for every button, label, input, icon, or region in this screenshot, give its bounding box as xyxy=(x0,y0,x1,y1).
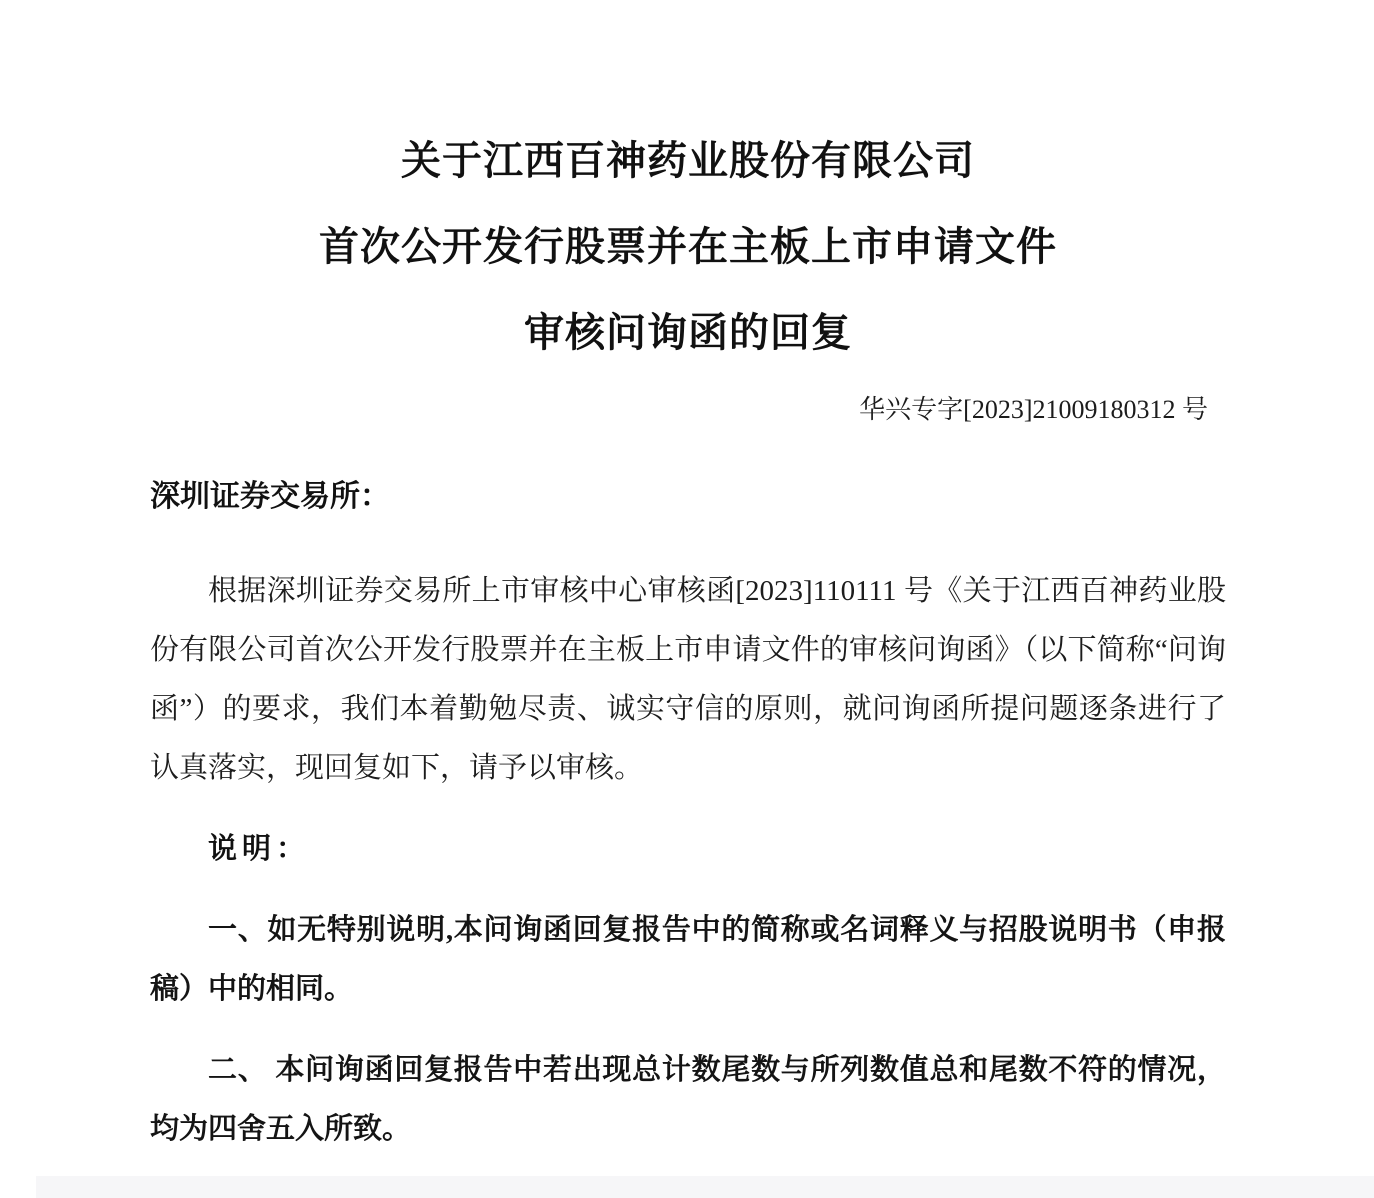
document-title-line-2: 首次公开发行股票并在主板上市申请文件 xyxy=(319,224,1057,269)
reference-number: 华兴专字[2023]21009180312 号 xyxy=(859,395,1208,424)
note-item-1: 一、如无特别说明,本问询函回复报告中的简称或名词释义与招股说明书（申报稿）中的相同。 xyxy=(150,914,1226,1005)
salutation: 深圳证券交易所： xyxy=(150,480,390,513)
intro-paragraph: 根据深圳证券交易所上市审核中心审核函[2023]110111 号《关于江西百神药业股份有限公司首次公开发行股票并在主板上市申请文件的审核问询函》（以下简称“问询函”）的要求，我们本着勤勉尽责、诚实守信的原则，就问询函所提问题逐条进行了认真落实，现回复如下，请予以审核。 xyxy=(150,575,1226,784)
footer-strip xyxy=(36,1176,1374,1198)
note-item-2: 二、 本问询函回复报告中若出现总计数尾数与所列数值总和尾数不符的情况，均为四舍五入所致。 xyxy=(150,1054,1226,1145)
notes-heading: 说明： xyxy=(208,833,311,865)
document-title-line-1: 关于江西百神药业股份有限公司 xyxy=(401,138,975,183)
document-title-line-3: 审核问询函的回复 xyxy=(524,310,852,355)
